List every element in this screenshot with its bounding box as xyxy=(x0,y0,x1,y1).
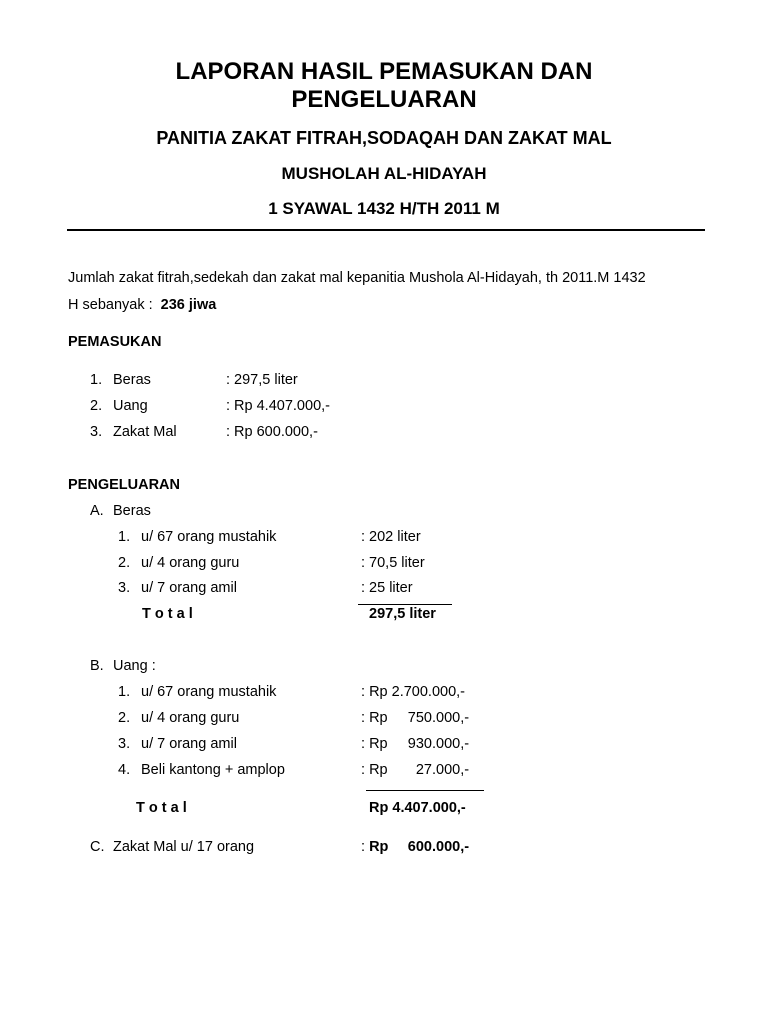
uang-item-3: u/ 7 orang amil xyxy=(141,736,237,752)
pemasukan-value-1: : 297,5 liter xyxy=(226,372,298,388)
uang-amount-1: 2.700.000,- xyxy=(391,684,466,700)
uang-colon-1: : xyxy=(361,684,366,700)
zakatmal-rp: Rp xyxy=(369,839,389,855)
uang-num-3: 3. xyxy=(118,736,131,752)
uang-colon-3: : xyxy=(361,736,366,752)
beras-total-value: 297,5 liter xyxy=(369,606,436,622)
uang-rp-2: Rp xyxy=(369,710,388,726)
uang-total-value xyxy=(369,800,466,816)
pengeluaran-heading: PENGELUARAN xyxy=(68,477,180,493)
pemasukan-num-2: 2. xyxy=(90,398,103,414)
zakatmal-letter: C. xyxy=(90,839,105,855)
beras-letter: A. xyxy=(90,503,104,519)
uang-value-1 xyxy=(361,684,465,700)
uang-value-3 xyxy=(361,736,469,752)
pemasukan-num-1: 1. xyxy=(90,372,103,388)
beras-num-1: 1. xyxy=(118,529,131,545)
beras-item-1: u/ 67 orang mustahik xyxy=(141,529,277,545)
beras-item-2: u/ 4 orang guru xyxy=(141,555,240,571)
mosque-name: MUSHOLAH AL-HIDAYAH xyxy=(281,164,487,183)
header-divider xyxy=(67,229,705,231)
uang-num-1: 1. xyxy=(118,684,131,700)
beras-total-label: T o t a l xyxy=(142,606,193,622)
uang-label: Uang : xyxy=(113,658,156,674)
uang-total-amount: 4.407.000,- xyxy=(392,800,466,816)
beras-total-rule xyxy=(358,604,452,605)
beras-value-3: : 25 liter xyxy=(361,580,413,596)
beras-num-3: 3. xyxy=(118,580,131,596)
beras-value-1: : 202 liter xyxy=(361,529,421,545)
uang-num-2: 2. xyxy=(118,710,131,726)
uang-total-rp: Rp xyxy=(369,800,389,816)
beras-label: Beras xyxy=(113,503,151,519)
report-date: 1 SYAWAL 1432 H/TH 2011 M xyxy=(268,199,500,218)
committee-subtitle: PANITIA ZAKAT FITRAH,SODAQAH DAN ZAKAT MAL xyxy=(156,128,612,148)
uang-item-1: u/ 67 orang mustahik xyxy=(141,684,277,700)
uang-amount-4: 27.000,- xyxy=(415,762,470,778)
beras-num-2: 2. xyxy=(118,555,131,571)
intro-count: 236 jiwa xyxy=(160,297,217,313)
uang-item-4: Beli kantong + amplop xyxy=(141,762,285,778)
zakatmal-colon: : xyxy=(361,839,366,855)
uang-rp-1: Rp xyxy=(369,684,388,700)
pemasukan-label-1: Beras xyxy=(113,372,151,388)
pemasukan-heading: PEMASUKAN xyxy=(68,334,162,350)
beras-value-2: : 70,5 liter xyxy=(361,555,425,571)
report-title-line2: PENGELUARAN xyxy=(291,86,477,113)
uang-rp-4: Rp xyxy=(369,762,388,778)
beras-item-3: u/ 7 orang amil xyxy=(141,580,237,596)
zakatmal-value xyxy=(361,839,469,855)
uang-item-2: u/ 4 orang guru xyxy=(141,710,240,726)
pemasukan-num-3: 3. xyxy=(90,424,103,440)
uang-value-2 xyxy=(361,710,469,726)
uang-rp-3: Rp xyxy=(369,736,388,752)
uang-colon-4: : xyxy=(361,762,366,778)
pemasukan-label-2: Uang xyxy=(113,398,148,414)
zakatmal-amount: 600.000,- xyxy=(407,839,470,855)
uang-num-4: 4. xyxy=(118,762,131,778)
intro-line2 xyxy=(68,297,216,313)
intro-line1: Jumlah zakat fitrah,sedekah dan zakat mal kepanitia Mushola Al-Hidayah, th 2011.M 1432 xyxy=(68,270,646,286)
zakatmal-label: Zakat Mal u/ 17 orang xyxy=(113,839,255,855)
uang-letter: B. xyxy=(90,658,104,674)
uang-total-rule xyxy=(366,790,484,791)
intro-prefix: H sebanyak : xyxy=(68,297,153,313)
pemasukan-label-3: Zakat Mal xyxy=(113,424,177,440)
pemasukan-value-2: : Rp 4.407.000,- xyxy=(226,398,330,414)
uang-value-4 xyxy=(361,762,469,778)
uang-total-label: T o t a l xyxy=(136,800,187,816)
uang-amount-2: 750.000,- xyxy=(407,710,470,726)
pemasukan-value-3: : Rp 600.000,- xyxy=(226,424,318,440)
report-title-line1: LAPORAN HASIL PEMASUKAN DAN xyxy=(175,58,593,85)
uang-amount-3: 930.000,- xyxy=(407,736,470,752)
uang-colon-2: : xyxy=(361,710,366,726)
